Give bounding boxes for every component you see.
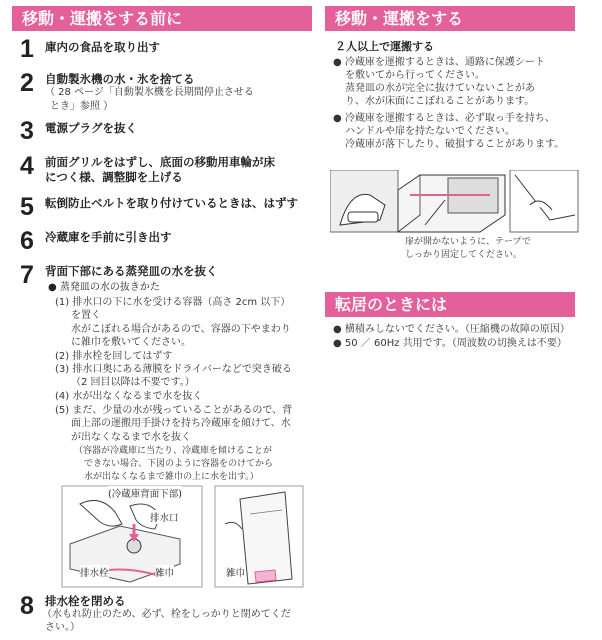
step-4-title-line2: につく様、調整脚を上げる [45, 170, 183, 184]
drain-step-2: (2) 排水栓を回してはずす [55, 351, 173, 362]
step-2-number: 2 [20, 69, 34, 97]
figure-caption-rear-bottom: (冷蔵庫背面下部) [108, 486, 182, 500]
step-5-number: 5 [20, 193, 34, 221]
moving-bullet-1-line2: を敷いてから行ってください。 [345, 70, 485, 81]
moving-bullet-1-line4: り、水が床面にこぼれることがあります。 [345, 96, 535, 107]
moving-bullet-1-line1: ● 冷蔵庫を運搬するときは、通路に保護シート [333, 57, 545, 68]
drain-step-3a: (3) 排水口奥にある薄膜をドライバーなどで突き破る [55, 364, 292, 375]
moving-bullet-2-line3: 冷蔵庫が落下したり、破損することがあります。 [345, 139, 565, 150]
drain-step-4: (4) 水が出なくなるまで水を抜く [55, 391, 203, 402]
section-header-relocation: 転居のときには [325, 292, 575, 317]
drain-method-heading: ● 蒸発皿の水の抜きかた [48, 282, 160, 293]
step-8-note-line2: さい。） [45, 622, 80, 633]
section-header-before-moving: 移動・運搬をする前に [12, 6, 312, 31]
step-8-number: 8 [20, 592, 34, 620]
relocation-bullet-1: ● 横積みしないでください。（圧縮機の故障の原因） [333, 324, 570, 335]
moving-bullet-2-line1: ● 冷蔵庫を運搬するときは、必ず取っ手を持ち、 [333, 113, 555, 124]
drain-note-line2: できない場合、下図のように容器をのけてから [84, 459, 274, 469]
label-drain-outlet: 排水口 [150, 510, 179, 524]
drain-step-5a: (5) まだ、少量の水が残っていることがあるので、背 [55, 405, 293, 416]
drain-step-5b: 面上部の運搬用手掛けを持ち冷蔵庫を傾けて、水 [71, 418, 291, 429]
drain-step-1c: 水がこぼれる場合があるので、容器の下やまわり [71, 324, 291, 335]
step-6-number: 6 [20, 227, 34, 255]
label-drain-plug: 排水栓 [80, 565, 109, 579]
step-5-title: 転倒防止ベルトを取り付けているときは、はずす [45, 196, 298, 210]
step-2-title: 自動製氷機の水・氷を捨てる [45, 72, 195, 86]
drain-step-1a: (1) 排水口の下に水を受ける容器（高さ 2cm 以下） [55, 297, 291, 308]
step-1-title: 庫内の食品を取り出す [45, 40, 160, 54]
label-cloth-right: 雑巾 [226, 565, 245, 579]
moving-bullet-2-line2: ハンドルや扉を持たないでください。 [345, 126, 515, 137]
two-people-subtitle: ２人以上で運搬する [335, 40, 434, 53]
step-4-title-line1: 前面グリルをはずし、底面の移動用車輪が床 [45, 155, 275, 169]
step-6-title: 冷蔵庫を手前に引き出す [45, 230, 172, 244]
drain-note-line3: 水が出なくなるまで雑巾の上に水を出す。） [84, 472, 259, 482]
step-4-number: 4 [20, 152, 34, 180]
step-8-title: 排水栓を閉める [45, 594, 126, 608]
moving-bullet-1-line3: 蒸発皿の水が完全に抜けていないことがあ [345, 83, 535, 94]
label-cloth-left: 雑巾 [155, 565, 174, 579]
step-2-note-line2: とき」参照 ） [50, 101, 114, 112]
tape-note-line1: 扉が開かないように、テープで [405, 237, 531, 247]
drain-step-1d: に雑巾を敷いてください。 [71, 337, 191, 348]
section-header-moving: 移動・運搬をする [325, 6, 575, 31]
step-7-number: 7 [20, 261, 34, 289]
relocation-bullet-2: ● 50 ／ 60Hz 共用です。（周波数の切換えは不要） [333, 338, 567, 349]
drain-step-5c: が出なくなるまで水を抜く [71, 432, 191, 443]
step-8-note-line1: （水もれ防止のため、必ず、栓をしっかりと閉めてくだ [42, 609, 291, 620]
moving-figure [330, 170, 580, 240]
step-3-number: 3 [20, 117, 34, 145]
drain-step-1b: を置く [71, 310, 101, 321]
step-2-note-line1: （ 28 ページ「自動製氷機を長期間停止させる [45, 87, 254, 98]
tape-note-line2: しっかり固定してください。 [405, 250, 523, 260]
drain-step-3b: （2 回目以降は不要です。） [71, 377, 195, 388]
step-3-title: 電源プラグを抜く [45, 121, 137, 135]
step-1-number: 1 [20, 35, 34, 63]
moving-illustration [330, 170, 580, 240]
step-7-title: 背面下部にある蒸発皿の水を抜く [45, 264, 218, 278]
drain-note-line1: （容器が冷蔵庫に当たり、冷蔵庫を傾けることが [74, 446, 273, 456]
